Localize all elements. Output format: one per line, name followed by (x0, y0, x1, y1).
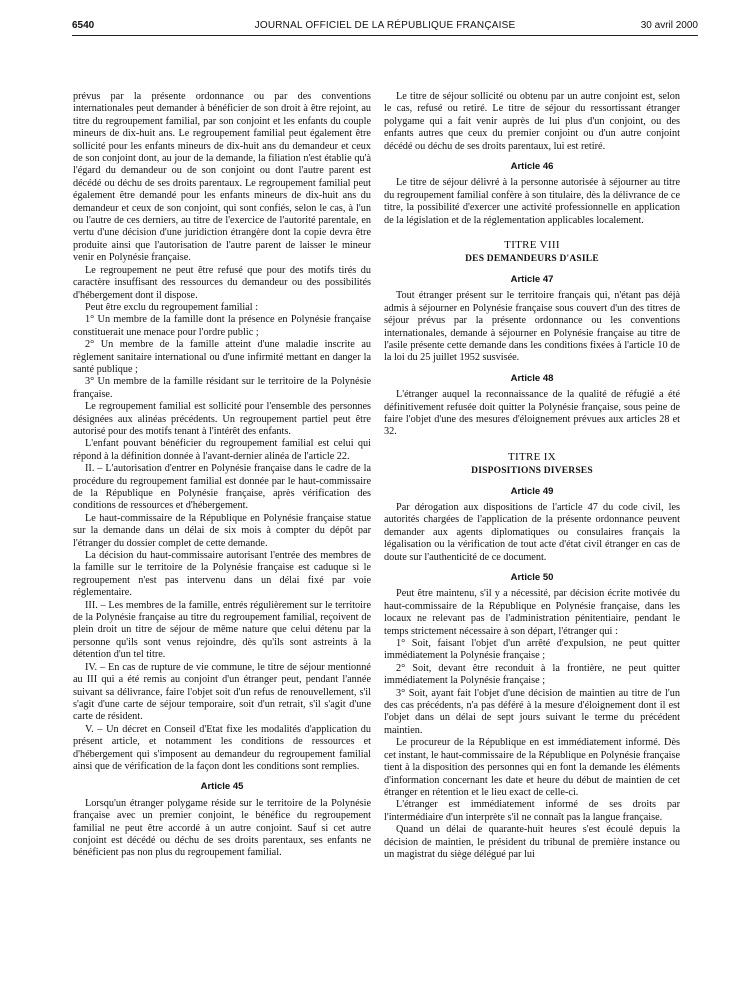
titre-heading: TITRE VIII (504, 239, 560, 252)
paragraph: 2° Soit, devant être reconduit à la frontière, ne peut quitter immédiatement la Polynésie française ; (384, 662, 680, 687)
paragraph: IV. – En cas de rupture de vie commune, le titre de séjour mentionné au III qui a été remis au conjoint d'un étranger peut, pendant l'année suivant sa délivrance, faire l'objet soit d'un refus de renouvellement, s'il s'agit d'une carte de séjour temporaire, soit d'un retrait, s'il s'agit d'une carte de résident. (73, 661, 371, 723)
paragraph: II. – L'autorisation d'entrer en Polynésie française dans le cadre de la procédure du regroupement familial est donnée par le haut-commissaire de la République en Polynésie française, après vérification des conditions de ressources et d'hébergement. (73, 463, 371, 512)
paragraph: 2° Un membre de la famille atteint d'une maladie inscrite au règlement sanitaire international ou d'une infirmité mettant en danger la santé publique ; (73, 339, 371, 375)
paragraph: L'enfant pouvant bénéficier du regroupement familial est celui qui répond à la définition donnée à l'avant-dernier alinéa de l'article 22. (73, 438, 371, 462)
article-heading: Article 45 (200, 781, 244, 793)
paragraph: Peut être exclu du regroupement familial : (85, 301, 259, 313)
right-column (384, 91, 680, 861)
paragraph: V. – Un décret en Conseil d'Etat fixe les modalités d'application du présent article, et notamment les conditions de ressources et d'hébergement qui s'imposent au demandeur du regroupement familial ainsi que de vérification de la façon dont les conditions sont remplies. (73, 723, 371, 772)
paragraph: Le regroupement familial est sollicité pour l'ensemble des personnes désignées aux alinéas précédents. Un regroupement partiel peut être autorisé pour des motifs tenant à l'intérêt des enfants. (73, 401, 371, 437)
article-heading: Article 47 (510, 273, 554, 285)
paragraph: III. – Les membres de la famille, entrés régulièrement sur le territoire de la Polynésie française au titre du regroupement familial, reçoivent de plein droit un titre de séjour de même nature que celui détenu par la personne qu'ils sont venus rejoindre, dès qu'ils sont astreints à la détention d'un tel titre. (73, 599, 371, 661)
paragraph: Le procureur de la République en est immédiatement informé. Dès cet instant, le haut-commissaire de la République en Polynésie française tient à la disposition des personnes qui en font la demande les éléments d'information concernant les date et heure du début de maintien de cet étranger en rétention et le lieu exact de celle-ci. (384, 737, 681, 798)
paragraph: Le titre de séjour sollicité ou obtenu par un autre conjoint est, selon le cas, refusé ou retiré. Le titre de séjour du ressortissant étranger polygame qui a fait venir auprès de lui plus d'un conjoint, ou des enfants autres que ceux du premier conjoint ou d'un autre conjoint décédé ou déchu de ses droits parentaux, lui est retiré. (384, 91, 680, 152)
article-heading: Article 48 (510, 372, 554, 384)
article-heading: Article 49 (510, 485, 554, 497)
paragraph: Peut être maintenu, s'il y a nécessité, par décision écrite motivée du haut-commissaire de la République en Polynésie française, dans les locaux ne relevant pas de l'administration pénitentiaire, pendant le temps strictement nécessaire à son départ, l'étranger qui : (384, 588, 680, 637)
paragraph: 3° Soit, ayant fait l'objet d'une décision de maintien au titre de l'un des cas précédents, n'a pas déféré à la mesure d'éloignement dont il est l'objet dans un délai de sept jours suivant le terme du précédent maintien. (384, 687, 680, 736)
paragraph: Le titre de séjour délivré à la personne autorisée à séjourner au titre du regroupement familial confère à son titulaire, dès la délivrance de ce titre, la possibilité d'exercer une activité professionnelle en application de la législation et de la réglementation applicables localement. (384, 177, 680, 226)
paragraph: Le haut-commissaire de la République en Polynésie française statue sur la demande dans un délai de six mois à compter du dépôt par l'étranger du dossier complet de cette demande. (73, 512, 371, 549)
left-column (73, 91, 371, 860)
paragraph: L'étranger est immédiatement informé de ses droits par l'intermédiaire d'un interprète s'il ne connaît pas la langue française. (384, 799, 680, 823)
paragraph: Le regroupement ne peut être refusé que pour des motifs tirés du caractère insuffisant des ressources du demandeur ou des possibilités d'hébergement dont il dispose. (73, 264, 371, 301)
paragraph: L'étranger auquel la reconnaissance de la qualité de réfugié a été définitivement refusée doit quitter la Polynésie française, sous peine de faire l'objet d'une des mesures d'éloignement prévues aux articles 28 et 32. (384, 389, 680, 438)
paragraph: Lorsqu'un étranger polygame réside sur le territoire de la Polynésie française avec un premier conjoint, le bénéfice du regroupement familial ne peut être accordé à un autre conjoint. Sauf si cet autre conjoint est décédé ou déchu de ses droits parentaux, ses enfants ne bénéficient pas non plus du regroupement familial. (73, 797, 371, 859)
paragraph: La décision du haut-commissaire autorisant l'entrée des membres de la famille sur le territoire de la Polynésie française est caduque si le regroupement n'est pas intervenu dans un délai fixé par voie réglementaire. (73, 550, 371, 599)
paragraph: Tout étranger présent sur le territoire français qui, n'étant pas déjà admis à séjourner en Polynésie française sous couvert d'un des titres de séjour prévus par la présente ordonnance ou les conventions internationales, demande à séjourner en Polynésie française au titre de l'asile présente cette demande dans les conditions fixées à l'article 10 de la loi du 25 juillet 1952 susvisée. (384, 290, 680, 364)
paragraph: prévus par la présente ordonnance ou par des conventions internationales peut demander à bénéficier de son droit à être rejoint, au titre du regroupement familial, par son conjoint et les enfants du couple mineurs de dix-huit ans. Le regroupement familial peut également être sollicité pour les enfants mineurs de dix-huit ans du demandeur et ceux de son conjoint dont, au jour de la demande, la filiation n'est établie qu'à l'égard du demandeur ou de son conjoint ou dont l'autre parent est décédé ou déchu de ses droits parentaux. Le regroupement familial peut également être demandé pour les enfants mineurs de dix-huit ans du demandeur et ceux de son conjoint, qui sont confiés, selon le cas, à l'un ou l'autre de ces derniers, au titre de l'exercice de l'autorité parentale, en vertu d'une décision d'une juridiction étrangère dont la copie devra être produite ainsi que l'autorisation de l'autre parent de laisser le mineur venir en Polynésie française. (73, 91, 371, 264)
article-heading: Article 46 (510, 161, 554, 173)
titre-subheading: DES DEMANDEURS D'ASILE (465, 254, 599, 265)
paragraph: 3° Un membre de la famille résidant sur le territoire de la Polynésie française. (73, 376, 371, 400)
journal-title: JOURNAL OFFICIEL DE LA RÉPUBLIQUE FRANÇAISE (254, 20, 516, 31)
header-rule (72, 35, 698, 36)
page-header (72, 18, 698, 36)
paragraph: 1° Soit, faisant l'objet d'un arrêté d'expulsion, ne peut quitter immédiatement la Polynésie française ; (384, 638, 680, 662)
paragraph: 1° Un membre de la famille dont la présence en Polynésie française constituerait une menace pour l'ordre public ; (73, 314, 371, 338)
titre-subheading: DISPOSITIONS DIVERSES (471, 466, 593, 477)
issue-date: 30 avril 2000 (640, 20, 698, 31)
paragraph: Par dérogation aux dispositions de l'article 47 du code civil, les autorités chargées de l'application de la présente ordonnance peuvent demander aux agents diplomatiques ou consulaires français la légalisation ou la vérification de tout acte d'état civil étranger en cas de doute sur l'authenticité de ce document. (384, 501, 680, 563)
page-number: 6540 (72, 20, 95, 31)
titre-heading: TITRE IX (508, 450, 556, 463)
paragraph: Quand un délai de quarante-huit heures s'est écoulé depuis la décision de maintien, le président du tribunal de première instance ou un magistrat du siège délégué par lui (384, 824, 680, 860)
article-heading: Article 50 (510, 572, 554, 583)
